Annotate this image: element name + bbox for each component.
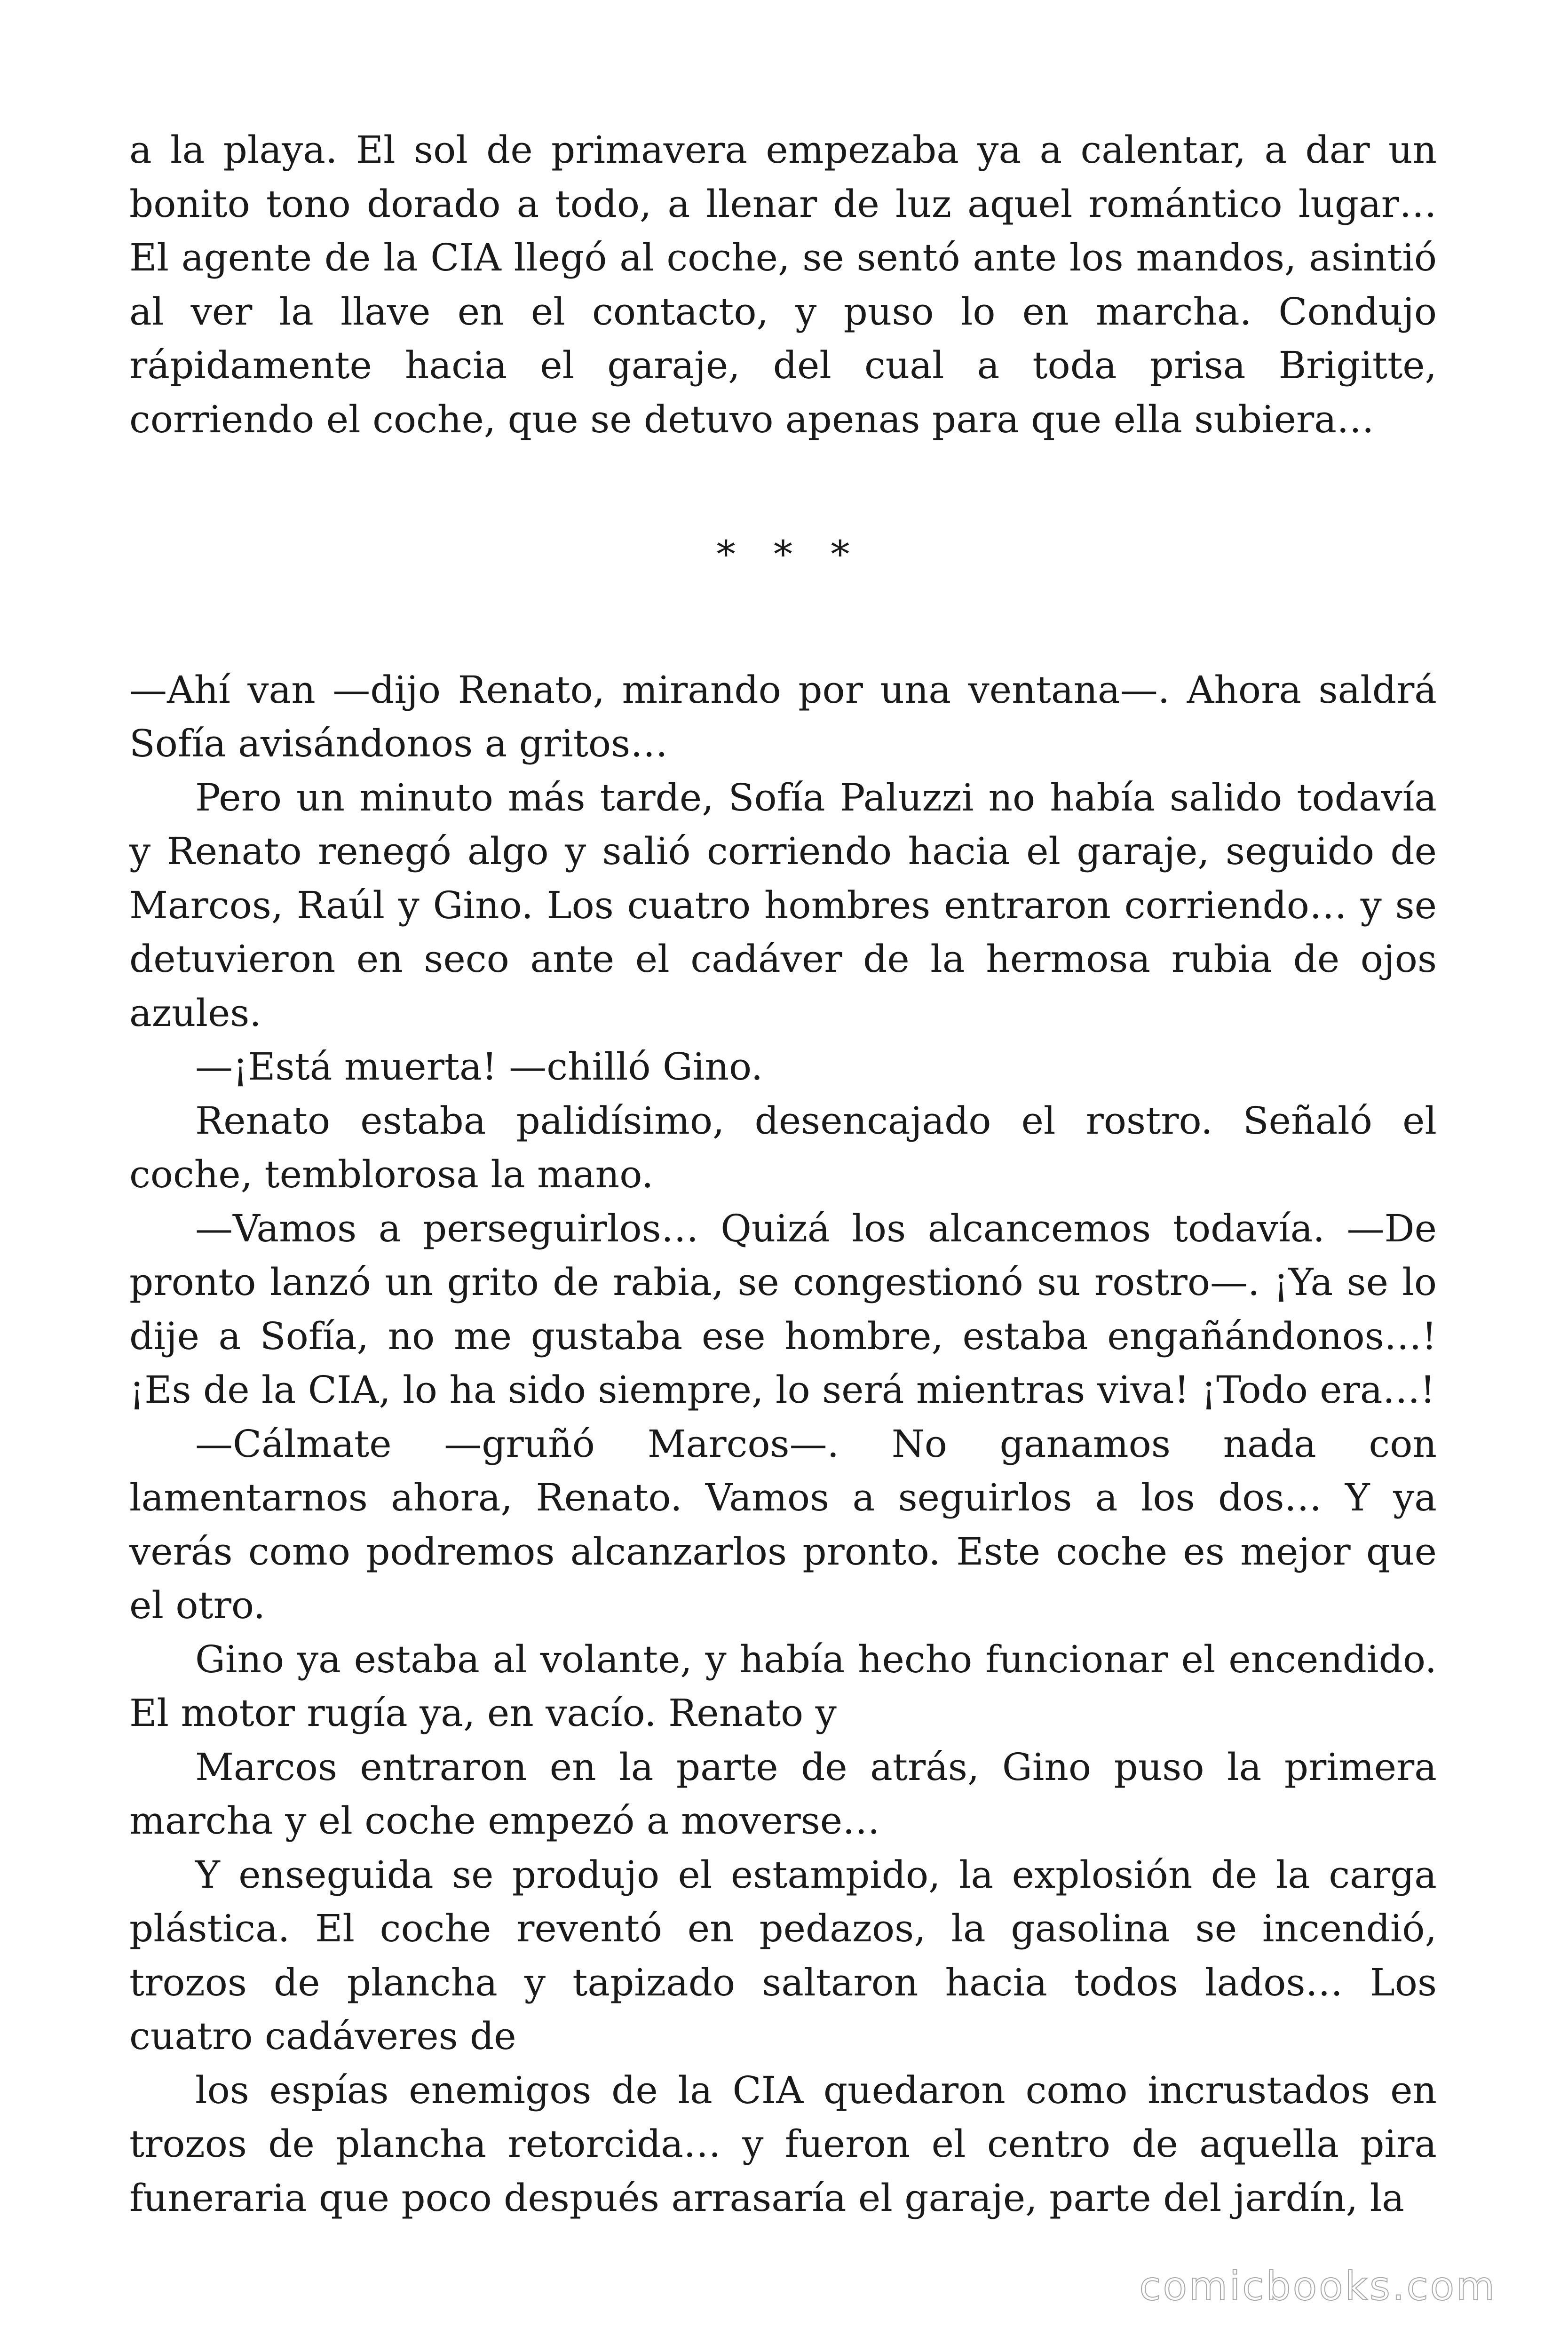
paragraph-dialogue-gino: —¡Está muerta! —chilló Gino. <box>195 1045 763 1089</box>
paragraph-pursue: —Vamos a perseguirlos… Quizá los alcancemos todavía. —De pronto lanzó un grito de rabia, se congestionó su rostro—. ¡Ya se lo dije a Sofía, no me gustaba ese hombre, estaba engañándonos…! ¡Es de la CIA, lo ha sido siempre, lo será mientras viva! ¡Todo era…! <box>129 1206 1437 1412</box>
paragraph-marcos-back: Marcos entraron en la parte de atrás, Gino puso la primera marcha y el coche empezó a moverse… <box>129 1745 1437 1843</box>
paragraph-dialogue-renato: —Ahí van —dijo Renato, mirando por una ventana—. Ahora saldrá Sofía avisándonos a gritos… <box>129 667 1437 765</box>
paragraph-gino-wheel: Gino ya estaba al volante, y había hecho funcionar el encendido. El motor rugía ya, en vacío. Renato y <box>129 1637 1437 1735</box>
paragraph-spies: los espías enemigos de la CIA quedaron como incrustados en trozos de plancha retorcida… y fueron el centro de aquella pira funeraria que poco después arrasaría el garaje, parte del jardín, la <box>129 2068 1437 2220</box>
paragraph-renato-pale: Renato estaba palidísimo, desencajado el rostro. Señaló el coche, temblorosa la mano. <box>129 1098 1437 1196</box>
watermark-logo: comicbooks.com <box>1139 2263 1497 2309</box>
paragraph-explosion: Y enseguida se produjo el estampido, la explosión de la carga plástica. El coche reventó en pedazos, la gasolina se incendió, trozos de plancha y tapizado saltaron hacia todos lados… Los cuatro cadáveres de <box>129 1852 1437 2058</box>
spacer <box>129 446 1437 528</box>
paragraph-opening: a la playa. El sol de primavera empezaba ya a calentar, a dar un bonito tono dorado a todo, a llenar de luz aquel romántico lugar… El agente de la CIA llegó al coche, se sentó ante los mandos, asintió al ver la llave en el contacto, y puso lo en marcha. Condujo rápidamente hacia el garaje, del cual a toda prisa Brigitte, corriendo el coche, que se detuvo apenas para que ella subiera… <box>129 128 1437 441</box>
paragraph-minute-later: Pero un minuto más tarde, Sofía Paluzzi no había salido todavía y Renato renegó algo y salió corriendo hacia el garaje, seguido de Marcos, Raúl y Gino. Los cuatro hombres entraron corriendo… y se detuvieron en seco ante el cadáver de la hermosa rubia de ojos azules. <box>129 775 1437 1035</box>
paragraph-calm-down: —Cálmate —gruñó Marcos—. No ganamos nada con lamentarnos ahora, Renato. Vamos a seguirlos a los dos… Y ya verás como podremos alcanzarlos pronto. Este coche es mejor que el otro. <box>129 1422 1437 1627</box>
scene-break: * * * <box>716 532 863 576</box>
page-body <box>129 123 1437 2225</box>
spacer <box>129 582 1437 663</box>
